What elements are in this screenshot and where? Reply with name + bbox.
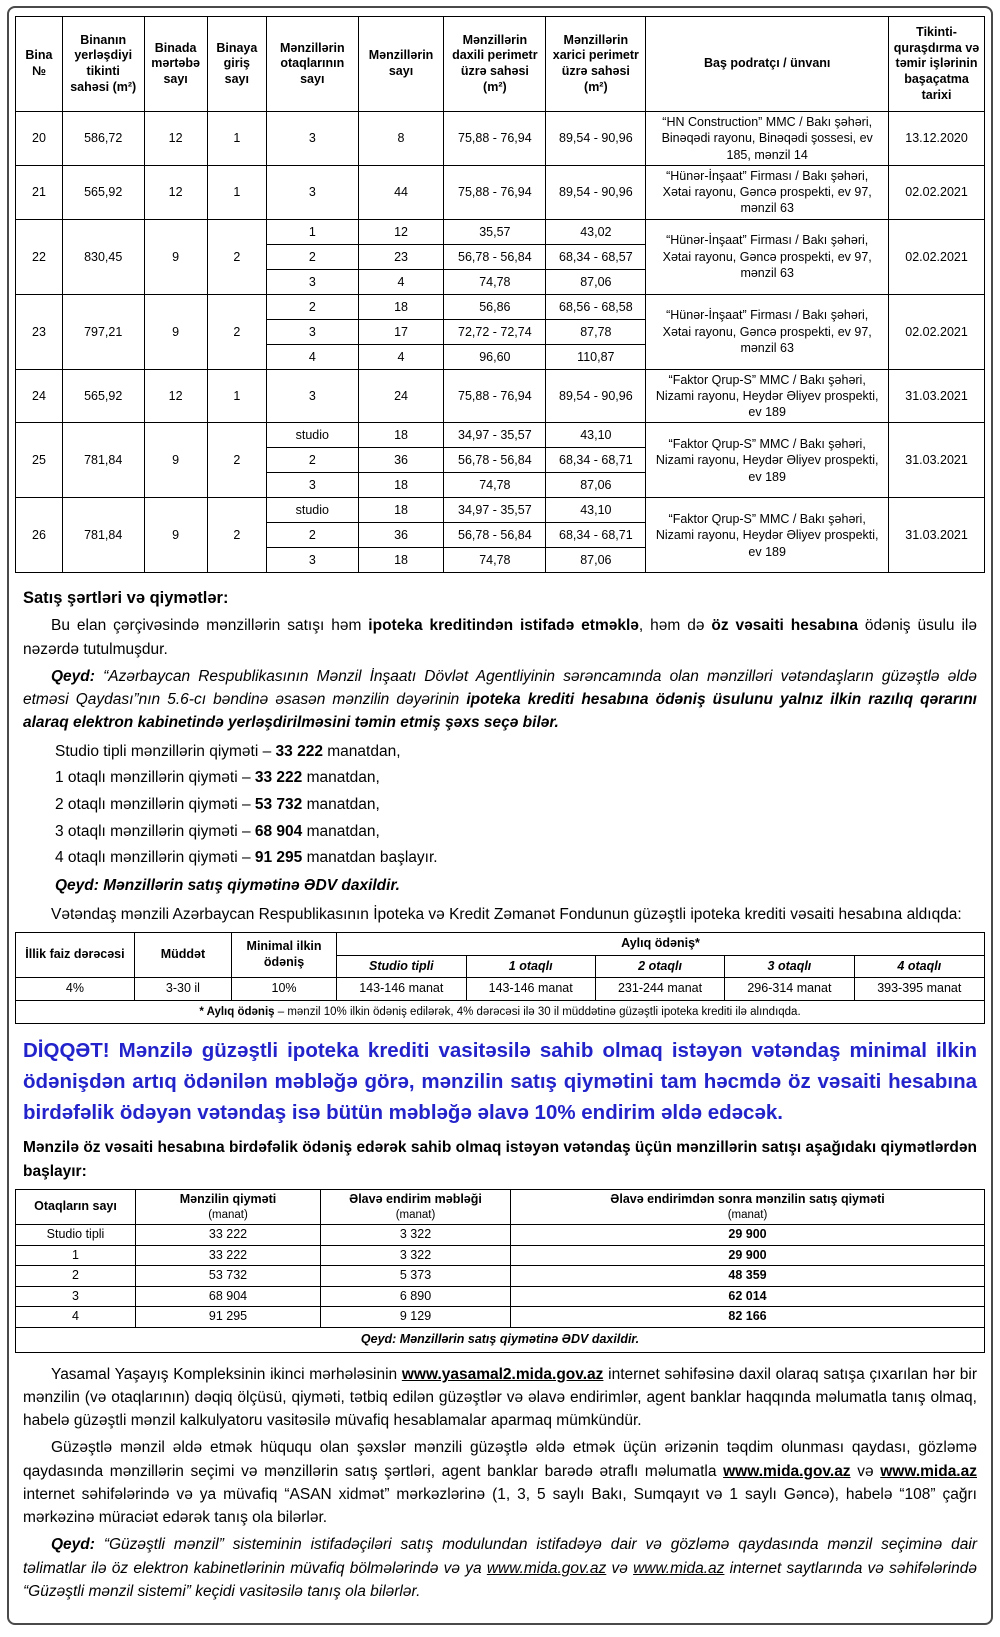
text-segment: Studio tipli mənzillərin qiyməti –	[55, 742, 276, 760]
building-row	[16, 423, 985, 448]
cell: 18	[358, 498, 444, 523]
cell: 25	[16, 423, 63, 498]
cell: studio	[266, 423, 358, 448]
column-header: Otaqların sayı	[16, 1189, 136, 1224]
cell: 830,45	[62, 219, 144, 294]
footer-paragraph-3	[23, 1533, 977, 1603]
column-header: Binanın yerləşdiyi tikinti sahəsi (m²)	[62, 17, 144, 112]
table-row	[16, 1224, 985, 1245]
text-segment: 3 otaqlı mənzillərin qiyməti –	[55, 822, 255, 840]
cell: 62 014	[511, 1286, 985, 1307]
cell: “Hünər-İnşaat” Firması / Bakı şəhəri, Xətai rayonu, Gəncə prospekti, ev 97, mənzil 63	[646, 165, 889, 219]
cell: 13.12.2020	[889, 112, 985, 166]
cell: 5 373	[321, 1266, 511, 1287]
cell: 2	[266, 294, 358, 319]
footer-block	[15, 1363, 985, 1604]
cell: 797,21	[62, 294, 144, 369]
cell: 18	[358, 473, 444, 498]
cell: 3	[266, 112, 358, 166]
cell: 4	[266, 344, 358, 369]
price-line	[23, 739, 977, 766]
cell: 231-244 manat	[595, 978, 724, 1001]
cell: 68,34 - 68,71	[546, 448, 646, 473]
table-row	[16, 1266, 985, 1287]
cell: 4	[358, 344, 444, 369]
text-segment: Qeyd:	[51, 1536, 104, 1554]
column-header: İllik faiz dərəcəsi	[16, 932, 135, 977]
cell: “Faktor Qrup-S” MMC / Bakı şəhəri, Nizami rayonu, Heydər Əliyev prospekti, ev 189	[646, 498, 889, 573]
text-segment: manatdan,	[322, 742, 401, 760]
cell: 781,84	[62, 423, 144, 498]
cell: 91 295	[136, 1307, 321, 1328]
header-row	[16, 17, 985, 112]
cell: 12	[144, 369, 207, 423]
cell: 9	[144, 423, 207, 498]
cell: 12	[358, 219, 444, 244]
cell: 2	[207, 294, 266, 369]
cell: 24	[358, 369, 444, 423]
column-header: Binada mərtəbə sayı	[144, 17, 207, 112]
edv-note	[23, 874, 977, 899]
text-segment: Yasamal Yaşayış Kompleksinin ikinci mərhələsinin	[51, 1365, 402, 1383]
column-header: Baş podratçı / ünvanı	[646, 17, 889, 112]
text-segment: 91 295	[254, 849, 303, 867]
discount-edv-note: Qeyd: Mənzillərin satış qiymətinə ƏDV daxildir.	[16, 1328, 985, 1353]
cell: 31.03.2021	[889, 423, 985, 498]
text-segment: 2 otaqlı mənzillərin qiyməti –	[55, 795, 255, 813]
cell: 89,54 - 90,96	[546, 112, 646, 166]
cell: 2	[207, 498, 266, 573]
building-row	[16, 219, 985, 244]
cell: 2	[207, 423, 266, 498]
cell: 18	[358, 423, 444, 448]
text-segment: internet səhifələrində və ya müvafiq “ASAN xidmət” mərkəzlərinə (1, 3, 5 saylı Bakı, Sumqayıt və 1 saylı Gəncə), habelə “108” çağrı mərkəzinə müraciət edərək tanış ola bilərlər.	[23, 1485, 977, 1527]
monthly-payment-header: Aylıq ödəniş*	[337, 932, 985, 955]
link[interactable]: www.mida.gov.az	[723, 1462, 851, 1480]
text-segment: ipoteka krediti hesabına ödəniş üsulunu yalnız ilkin razılıq qərarını alaraq elektron kabinetində yerləşdirilməsini təmin etmiş şəxs seçə bilər.	[23, 691, 977, 732]
cell: 43,10	[546, 498, 646, 523]
column-header: Mənzillərin xarici perimetr üzrə sahəsi (m²)	[546, 17, 646, 112]
cell: 82 166	[511, 1307, 985, 1328]
table-row	[16, 1307, 985, 1328]
cell: 87,78	[546, 319, 646, 344]
cell: 56,78 - 56,84	[444, 523, 546, 548]
cell: 02.02.2021	[889, 294, 985, 369]
cell: 18	[358, 294, 444, 319]
column-header: Studio tipli	[337, 955, 466, 978]
cell: 43,10	[546, 423, 646, 448]
text-segment: Vətəndaş mənzili Azərbaycan Respublikasının İpoteka və Kredit Zəmanət Fondunun güzəştli ipoteka krediti vəsaiti hesabına aldıqda:	[51, 905, 962, 923]
text-segment: ödəniş üsulu ilə nəzərdə tutulmuşdur.	[23, 617, 977, 658]
cell: 586,72	[62, 112, 144, 166]
discount-table	[15, 1189, 985, 1353]
text-segment: manatdan,	[302, 795, 380, 813]
text-segment: 33 222	[254, 769, 303, 787]
cell: studio	[266, 498, 358, 523]
cell: 6 890	[321, 1286, 511, 1307]
cell: 2	[207, 219, 266, 294]
cell: 33 222	[136, 1245, 321, 1266]
column-header: Mənzillərin otaqlarının sayı	[266, 17, 358, 112]
text-segment: Qeyd: Mənzillərin satış qiymətinə ƏDV daxildir.	[55, 876, 400, 894]
document-page	[7, 6, 993, 1625]
cell: 10%	[232, 978, 337, 1001]
text-segment: 1 otaqlı mənzillərin qiyməti –	[55, 769, 255, 787]
text-segment: manatdan başlayır.	[302, 849, 438, 867]
text-segment: internet səhifəsinə daxil olaraq satışa çıxarılan hər bir mənzilin (və otaqlarının) dəqiq ölçüsü, qiyməti, tətbiq edilən güzəştlər və əlavə endirimlər, agent banklar haqqında məlumatla tanış olmaq, habelə güzəştli mənzil kalkulyatoru vasitəsilə müvafiq hesablamalar aparmaq mümkündür.	[23, 1365, 977, 1430]
column-header: Mənzillərin sayı	[358, 17, 444, 112]
cell: 8	[358, 112, 444, 166]
cell: 1	[207, 112, 266, 166]
cell: 565,92	[62, 369, 144, 423]
cell: 33 222	[136, 1224, 321, 1245]
link[interactable]: www.yasamal2.mida.gov.az	[401, 1365, 604, 1383]
cell: 1	[16, 1245, 136, 1266]
column-header: Müddət	[134, 932, 231, 977]
text-segment: Bu elan çərçivəsində mənzillərin satışı həm	[51, 617, 369, 635]
cell: 9	[144, 294, 207, 369]
cell: 3	[266, 269, 358, 294]
cell: 68,34 - 68,71	[546, 523, 646, 548]
cell: 75,88 - 76,94	[444, 369, 546, 423]
cell: 89,54 - 90,96	[546, 165, 646, 219]
cell: 781,84	[62, 498, 144, 573]
cell: 48 359	[511, 1266, 985, 1287]
cell: 21	[16, 165, 63, 219]
cell: 1	[207, 369, 266, 423]
column-header: Mənzillərin daxili perimetr üzrə sahəsi (m²)	[444, 17, 546, 112]
attention-text: DİQQƏT! Mənzilə güzəştli ipoteka krediti vasitəsilə sahib olmaq istəyən vətəndaş minimal ilkin ödənişdən artıq ödənilən məbləğə görə, mənzilin satış qiymətini tam həcmdə öz vəsaiti hesabına birdəfəlik ödəyən vətəndaş isə bütün məbləğə əlavə 10% endirim əldə edəcək.	[23, 1039, 977, 1124]
text-segment: Güzəştlə mənzil əldə etmək hüququ olan şəxslər mənzili güzəştlə əldə etmək üçün ərizənin təqdim olunması qaydası, gözləmə qaydasında mənzillərin seçimi və mənzillərin satış şərtləri, agent banklar barədə ətraflı məlumatla	[23, 1439, 977, 1480]
cell: 29 900	[511, 1245, 985, 1266]
cell: 2	[16, 1266, 136, 1287]
cell: “Faktor Qrup-S” MMC / Bakı şəhəri, Nizami rayonu, Heydər Əliyev prospekti, ev 189	[646, 369, 889, 423]
cell: 96,60	[444, 344, 546, 369]
cell: 44	[358, 165, 444, 219]
footer-paragraph-2	[23, 1436, 977, 1529]
cell: “Faktor Qrup-S” MMC / Bakı şəhəri, Nizami rayonu, Heydər Əliyev prospekti, ev 189	[646, 423, 889, 498]
text-segment: manatdan,	[302, 822, 380, 840]
text-segment: * Aylıq ödəniş	[199, 1005, 275, 1018]
cell: 9	[144, 498, 207, 573]
cell: 4%	[16, 978, 135, 1001]
building-row	[16, 165, 985, 219]
header-row	[16, 1189, 985, 1224]
discount-table-body	[16, 1224, 985, 1327]
sales-note-paragraph	[23, 665, 977, 735]
column-header: Binaya giriş sayı	[207, 17, 266, 112]
cell: 110,87	[546, 344, 646, 369]
building-row	[16, 112, 985, 166]
text-segment: – mənzil 10% ilkin ödəniş edilərək, 4% dərəcəsi ilə 30 il müddətinə güzəştli ipoteka krediti ilə alındıqda.	[274, 1005, 801, 1018]
cell: 3	[266, 165, 358, 219]
column-header: 1 otaqlı	[466, 955, 595, 978]
cell: 12	[144, 112, 207, 166]
building-row	[16, 369, 985, 423]
link[interactable]: www.mida.gov.az	[486, 1559, 607, 1577]
buildings-table-body	[16, 112, 985, 573]
text-segment: “Güzəştli mənzil” sisteminin istifadəçiləri satış modulundan istifadəyə dair və gözləmə qaydasında mənzil seçiminə dair təlimatlar ilə öz elektron kabinetlərinin müvafiq bölmələrində və ya	[23, 1536, 977, 1577]
cell: 393-395 manat	[854, 978, 984, 1001]
cell: 23	[16, 294, 63, 369]
cell: 87,06	[546, 548, 646, 573]
cell: 2	[266, 244, 358, 269]
footer-paragraph-1	[23, 1363, 977, 1433]
cell: 3	[266, 473, 358, 498]
cell: 9 129	[321, 1307, 511, 1328]
price-line	[23, 845, 977, 872]
cell: 43,02	[546, 219, 646, 244]
table-row	[16, 1286, 985, 1307]
discount-table-footer	[16, 1328, 985, 1353]
column-header: 2 otaqlı	[595, 955, 724, 978]
cell: 26	[16, 498, 63, 573]
cell: 74,78	[444, 269, 546, 294]
cell: 23	[358, 244, 444, 269]
cell: 3	[266, 369, 358, 423]
cell: 565,92	[62, 165, 144, 219]
discount-table-header	[16, 1189, 985, 1224]
price-line	[23, 792, 977, 819]
table-row	[16, 1245, 985, 1266]
cell: 24	[16, 369, 63, 423]
cell: 56,78 - 56,84	[444, 448, 546, 473]
cell: 56,78 - 56,84	[444, 244, 546, 269]
cell: Studio tipli	[16, 1224, 136, 1245]
cell: 143-146 manat	[466, 978, 595, 1001]
cell: 12	[144, 165, 207, 219]
cell: 56,86	[444, 294, 546, 319]
price-lines	[15, 739, 985, 872]
cell: 3 322	[321, 1245, 511, 1266]
buildings-table-header	[16, 17, 985, 112]
cell: 18	[358, 548, 444, 573]
column-header: Tikinti-quraşdırma və təmir işlərinin başaçatma tarixi	[889, 17, 985, 112]
text-segment: 53 732	[254, 795, 303, 813]
cell: 53 732	[136, 1266, 321, 1287]
sales-intro-paragraph	[23, 614, 977, 661]
text-segment: və	[850, 1462, 881, 1480]
cell: 68,34 - 68,57	[546, 244, 646, 269]
cell: 35,57	[444, 219, 546, 244]
column-header: Minimal ilkin ödəniş	[232, 932, 337, 977]
cell: 3	[266, 319, 358, 344]
mortgage-footnote	[16, 1000, 985, 1023]
column-header: 3 otaqlı	[725, 955, 854, 978]
cell: 87,06	[546, 473, 646, 498]
cell: 34,97 - 35,57	[444, 423, 546, 448]
text-segment: öz vəsaiti hesabına	[711, 617, 858, 635]
price-line	[23, 819, 977, 846]
text-segment: Qeyd:	[51, 667, 104, 685]
cell: 20	[16, 112, 63, 166]
link[interactable]: www.mida.az	[633, 1559, 725, 1577]
cell: 143-146 manat	[337, 978, 466, 1001]
cell: 72,72 - 72,74	[444, 319, 546, 344]
cell: 31.03.2021	[889, 498, 985, 573]
column-header: 4 otaqlı	[854, 955, 984, 978]
cell: 1	[266, 219, 358, 244]
cell: 9	[144, 219, 207, 294]
column-header: Əlavə endirim məbləği (manat)	[321, 1189, 511, 1224]
text-segment: 33 222	[275, 742, 323, 760]
cell: 296-314 manat	[725, 978, 854, 1001]
column-header: Mənzilin qiyməti (manat)	[136, 1189, 321, 1224]
sales-terms-heading: Satış şərtləri və qiymətlər:	[23, 589, 229, 608]
mortgage-header-row-1	[16, 932, 985, 955]
building-row	[16, 498, 985, 523]
text-segment: internet saytlarında və səhifələrində “Güzəştli mənzil sistemi” keçidi vasitəsilə tanış ola bilərlər.	[23, 1559, 977, 1600]
cell: 74,78	[444, 473, 546, 498]
cell: 02.02.2021	[889, 219, 985, 294]
cell: 68,56 - 68,58	[546, 294, 646, 319]
cell: 2	[266, 523, 358, 548]
cell: 3-30 il	[134, 978, 231, 1001]
cell: 3	[266, 548, 358, 573]
text-segment: və	[606, 1559, 634, 1577]
link[interactable]: www.mida.az	[880, 1462, 977, 1480]
text-segment: ipoteka kreditindən istifadə etməklə	[368, 617, 639, 635]
cell: “Hünər-İnşaat” Firması / Bakı şəhəri, Xətai rayonu, Gəncə prospekti, ev 97, mənzil 63	[646, 219, 889, 294]
cell: 87,06	[546, 269, 646, 294]
buildings-table	[15, 16, 985, 573]
cell: 31.03.2021	[889, 369, 985, 423]
text-segment: manatdan,	[302, 769, 380, 787]
cell: 29 900	[511, 1224, 985, 1245]
cell: 89,54 - 90,96	[546, 369, 646, 423]
cell: 4	[16, 1307, 136, 1328]
column-header: Əlavə endirimdən sonra mənzilin satış qiyməti (manat)	[511, 1189, 985, 1224]
mortgage-values-row	[16, 978, 985, 1001]
mortgage-footnote-row	[16, 1000, 985, 1023]
cell: 22	[16, 219, 63, 294]
text-segment: 4 otaqlı mənzillərin qiyməti –	[55, 849, 255, 867]
cell: 36	[358, 523, 444, 548]
cell: 2	[266, 448, 358, 473]
cell: 74,78	[444, 548, 546, 573]
cell: 02.02.2021	[889, 165, 985, 219]
mortgage-intro-paragraph	[23, 903, 977, 926]
text-segment: 68 904	[254, 822, 303, 840]
text-segment: Mənzilə öz vəsaiti hesabına birdəfəlik ödəniş edərək sahib olmaq istəyən vətəndaş üçün mənzillərin satışı aşağıdakı qiymətlərdən başlayır:	[23, 1139, 977, 1180]
footer-row	[16, 1328, 985, 1353]
cell: 3 322	[321, 1224, 511, 1245]
cell: 3	[16, 1286, 136, 1307]
cell: “HN Construction” MMC / Bakı şəhəri, Binəqədi rayonu, Binəqədi şossesi, ev 185, mənzil 14	[646, 112, 889, 166]
cell: 1	[207, 165, 266, 219]
building-row	[16, 294, 985, 319]
cell: 75,88 - 76,94	[444, 112, 546, 166]
price-line	[23, 765, 977, 792]
cell: 75,88 - 76,94	[444, 165, 546, 219]
cell: 34,97 - 35,57	[444, 498, 546, 523]
mortgage-table	[15, 932, 985, 1024]
column-header: Bina №	[16, 17, 63, 112]
text-segment: , həm də	[638, 617, 712, 635]
cell: 4	[358, 269, 444, 294]
cell: 36	[358, 448, 444, 473]
cell: 68 904	[136, 1286, 321, 1307]
text-segment: “Azərbaycan Respublikasının Mənzil İnşaatı Dövlət Agentliyinin sərəncamında olan mənzilləri vətəndaşların güzəştlə əldə etməsi Qaydası”nın 5.6-cı bəndinə əsasən mənzilin dəyərinin	[23, 667, 978, 709]
cell: “Hünər-İnşaat” Firması / Bakı şəhəri, Xətai rayonu, Gəncə prospekti, ev 97, mənzil 63	[646, 294, 889, 369]
cash-intro-paragraph	[23, 1136, 977, 1183]
cell: 17	[358, 319, 444, 344]
